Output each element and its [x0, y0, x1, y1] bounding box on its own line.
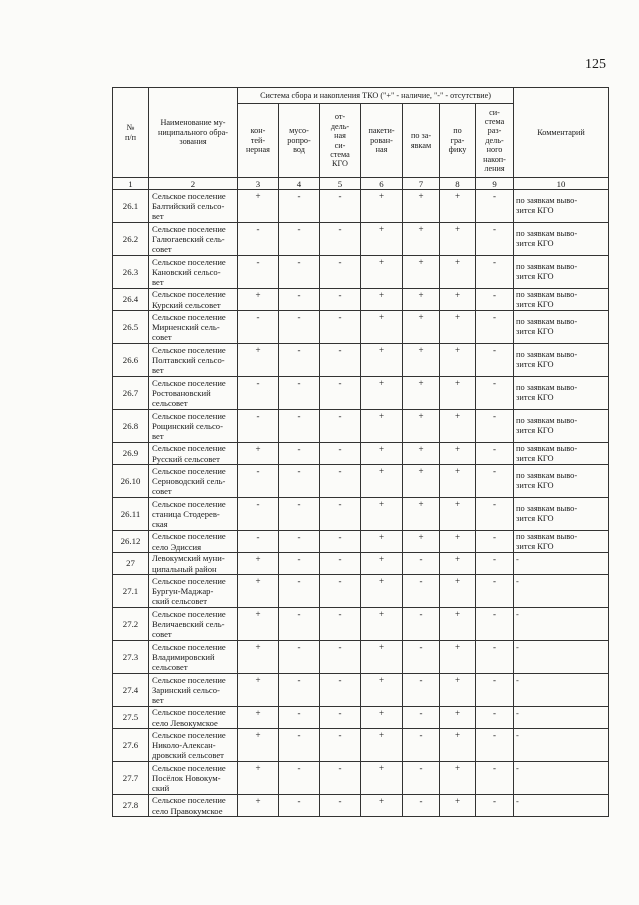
- system-mark: -: [279, 190, 320, 223]
- system-mark: +: [238, 608, 279, 641]
- system-mark: +: [361, 553, 403, 575]
- system-mark: -: [279, 377, 320, 410]
- header-collection-system: Система сбора и накопления ТКО ("+" - наличие, "-" - отсутствие): [238, 88, 514, 104]
- row-number: 27.6: [113, 729, 149, 762]
- system-mark: +: [238, 344, 279, 377]
- comment: по заявкам выво- зится КГО: [514, 223, 609, 256]
- system-mark: +: [440, 289, 476, 311]
- row-number: 27.2: [113, 608, 149, 641]
- system-mark: -: [403, 729, 440, 762]
- comment: -: [514, 729, 609, 762]
- system-mark: +: [440, 531, 476, 553]
- system-mark: -: [476, 707, 514, 729]
- system-mark: -: [238, 311, 279, 344]
- system-mark: -: [320, 641, 361, 674]
- system-mark: -: [320, 344, 361, 377]
- column-number: 10: [514, 178, 609, 190]
- system-mark: -: [320, 377, 361, 410]
- comment: -: [514, 553, 609, 575]
- system-mark: -: [476, 674, 514, 707]
- system-mark: +: [361, 707, 403, 729]
- row-number: 26.10: [113, 465, 149, 498]
- system-mark: -: [320, 443, 361, 465]
- header-comment: Комментарий: [514, 88, 609, 178]
- system-mark: +: [403, 443, 440, 465]
- row-number: 26.7: [113, 377, 149, 410]
- column-number: 3: [238, 178, 279, 190]
- system-mark: +: [440, 223, 476, 256]
- municipality-name: Сельское поселение Кановский сельсо- вет: [149, 256, 238, 289]
- row-number: 26.1: [113, 190, 149, 223]
- system-mark: -: [238, 465, 279, 498]
- municipality-name: Сельское поселение Бургун-Маджар- ский сельсовет: [149, 575, 238, 608]
- system-mark: -: [320, 795, 361, 817]
- table-row: [113, 289, 609, 311]
- system-mark: -: [279, 729, 320, 762]
- system-mark: +: [403, 344, 440, 377]
- system-mark: +: [238, 289, 279, 311]
- system-mark: -: [476, 729, 514, 762]
- comment: -: [514, 674, 609, 707]
- municipality-name: Сельское поселение село Эдиссия: [149, 531, 238, 553]
- column-number: 8: [440, 178, 476, 190]
- system-mark: -: [403, 641, 440, 674]
- system-mark: -: [279, 707, 320, 729]
- system-mark: +: [238, 553, 279, 575]
- row-number: 27: [113, 553, 149, 575]
- header-subcolumn: от- дель- ная си- стема КГО: [320, 104, 361, 178]
- column-number: 6: [361, 178, 403, 190]
- table-row: [113, 311, 609, 344]
- system-mark: -: [279, 641, 320, 674]
- system-mark: +: [403, 289, 440, 311]
- system-mark: +: [440, 674, 476, 707]
- column-number: 2: [149, 178, 238, 190]
- comment: -: [514, 575, 609, 608]
- system-mark: +: [361, 256, 403, 289]
- system-mark: +: [440, 410, 476, 443]
- municipality-name: Сельское поселение станица Стодерев- ская: [149, 498, 238, 531]
- header-number: № п/п: [113, 88, 149, 178]
- row-number: 26.3: [113, 256, 149, 289]
- system-mark: -: [279, 443, 320, 465]
- system-mark: -: [279, 223, 320, 256]
- table-row: [113, 531, 609, 553]
- row-number: 27.1: [113, 575, 149, 608]
- system-mark: -: [476, 190, 514, 223]
- system-mark: -: [320, 762, 361, 795]
- system-mark: +: [403, 311, 440, 344]
- system-mark: -: [320, 553, 361, 575]
- system-mark: -: [320, 729, 361, 762]
- system-mark: -: [476, 223, 514, 256]
- system-mark: -: [403, 674, 440, 707]
- municipality-name: Сельское поселение село Левокумское: [149, 707, 238, 729]
- system-mark: -: [320, 498, 361, 531]
- system-mark: +: [238, 674, 279, 707]
- system-mark: -: [320, 707, 361, 729]
- system-mark: +: [238, 729, 279, 762]
- comment: по заявкам выво- зится КГО: [514, 531, 609, 553]
- system-mark: -: [320, 311, 361, 344]
- system-mark: +: [403, 531, 440, 553]
- system-mark: -: [320, 608, 361, 641]
- municipality-name: Сельское поселение Мирненский сель- совет: [149, 311, 238, 344]
- comment: по заявкам выво- зится КГО: [514, 498, 609, 531]
- table-row: [113, 223, 609, 256]
- row-number: 26.8: [113, 410, 149, 443]
- system-mark: -: [476, 531, 514, 553]
- system-mark: -: [238, 498, 279, 531]
- system-mark: -: [279, 762, 320, 795]
- system-mark: +: [361, 729, 403, 762]
- row-number: 26.2: [113, 223, 149, 256]
- header-subcolumn: мусо- ропро- вод: [279, 104, 320, 178]
- system-mark: -: [320, 410, 361, 443]
- system-mark: -: [476, 795, 514, 817]
- system-mark: +: [440, 575, 476, 608]
- system-mark: -: [279, 410, 320, 443]
- header-subcolumn: кон- тей- нерная: [238, 104, 279, 178]
- system-mark: -: [279, 311, 320, 344]
- table-row: [113, 465, 609, 498]
- system-mark: +: [361, 531, 403, 553]
- system-mark: -: [320, 575, 361, 608]
- system-mark: -: [238, 377, 279, 410]
- system-mark: +: [403, 377, 440, 410]
- system-mark: -: [476, 256, 514, 289]
- system-mark: +: [361, 377, 403, 410]
- row-number: 27.7: [113, 762, 149, 795]
- comment: по заявкам выво- зится КГО: [514, 410, 609, 443]
- comment: -: [514, 707, 609, 729]
- system-mark: +: [440, 729, 476, 762]
- system-mark: -: [476, 641, 514, 674]
- municipality-name: Сельское поселение Николо-Алексан- дровский сельсовет: [149, 729, 238, 762]
- system-mark: -: [279, 795, 320, 817]
- system-mark: +: [440, 553, 476, 575]
- municipality-name: Сельское поселение Курский сельсовет: [149, 289, 238, 311]
- system-mark: +: [440, 190, 476, 223]
- comment: по заявкам выво- зится КГО: [514, 190, 609, 223]
- system-mark: +: [440, 443, 476, 465]
- table-row: [113, 729, 609, 762]
- municipality-name: Сельское поселение Балтийский сельсо- вет: [149, 190, 238, 223]
- table-row: [113, 762, 609, 795]
- system-mark: -: [403, 762, 440, 795]
- system-mark: -: [238, 256, 279, 289]
- system-mark: -: [403, 707, 440, 729]
- system-mark: +: [361, 575, 403, 608]
- system-mark: +: [361, 641, 403, 674]
- comment: -: [514, 641, 609, 674]
- system-mark: -: [476, 465, 514, 498]
- column-number: 4: [279, 178, 320, 190]
- row-number: 26.9: [113, 443, 149, 465]
- system-mark: -: [279, 575, 320, 608]
- municipality-name: Сельское поселение Заринский сельсо- вет: [149, 674, 238, 707]
- row-number: 27.5: [113, 707, 149, 729]
- system-mark: +: [361, 443, 403, 465]
- system-mark: -: [403, 608, 440, 641]
- system-mark: -: [320, 465, 361, 498]
- system-mark: +: [440, 498, 476, 531]
- row-number: 27.4: [113, 674, 149, 707]
- system-mark: -: [238, 531, 279, 553]
- system-mark: -: [279, 498, 320, 531]
- system-mark: +: [440, 707, 476, 729]
- system-mark: +: [440, 465, 476, 498]
- system-mark: +: [440, 311, 476, 344]
- waste-collection-table: [112, 87, 609, 817]
- system-mark: +: [361, 608, 403, 641]
- header-subcolumn: по гра- фику: [440, 104, 476, 178]
- system-mark: +: [440, 377, 476, 410]
- system-mark: +: [238, 190, 279, 223]
- row-number: 26.12: [113, 531, 149, 553]
- page-number: 125: [585, 57, 606, 72]
- system-mark: -: [320, 674, 361, 707]
- system-mark: -: [476, 289, 514, 311]
- comment: -: [514, 608, 609, 641]
- header-subcolumn: по за- явкам: [403, 104, 440, 178]
- municipality-name: Сельское поселение Величаевский сель- совет: [149, 608, 238, 641]
- row-number: 27.3: [113, 641, 149, 674]
- municipality-name: Сельское поселение Серноводский сель- совет: [149, 465, 238, 498]
- comment: по заявкам выво- зится КГО: [514, 289, 609, 311]
- system-mark: +: [361, 344, 403, 377]
- system-mark: +: [361, 223, 403, 256]
- system-mark: +: [403, 256, 440, 289]
- system-mark: -: [238, 410, 279, 443]
- row-number: 27.8: [113, 795, 149, 817]
- system-mark: +: [361, 465, 403, 498]
- header-subcolumn: си- стема раз- дель- ного накоп- ления: [476, 104, 514, 178]
- system-mark: +: [361, 674, 403, 707]
- system-mark: -: [476, 344, 514, 377]
- system-mark: +: [238, 443, 279, 465]
- municipality-name: Сельское поселение Рощинский сельсо- вет: [149, 410, 238, 443]
- system-mark: +: [361, 311, 403, 344]
- system-mark: +: [238, 795, 279, 817]
- table-row: [113, 410, 609, 443]
- table-row: [113, 498, 609, 531]
- table-row: [113, 443, 609, 465]
- system-mark: -: [279, 608, 320, 641]
- system-mark: -: [320, 190, 361, 223]
- table-row: [113, 575, 609, 608]
- municipality-name: Сельское поселение Ростовановский сельсовет: [149, 377, 238, 410]
- system-mark: -: [279, 531, 320, 553]
- comment: по заявкам выво- зится КГО: [514, 377, 609, 410]
- municipality-name: Сельское поселение Полтавский сельсо- вет: [149, 344, 238, 377]
- table-row: [113, 190, 609, 223]
- municipality-name: Сельское поселение Посёлок Новокум- ский: [149, 762, 238, 795]
- system-mark: +: [403, 465, 440, 498]
- system-mark: +: [403, 410, 440, 443]
- system-mark: -: [403, 575, 440, 608]
- system-mark: +: [361, 289, 403, 311]
- system-mark: +: [238, 641, 279, 674]
- table-row: [113, 256, 609, 289]
- system-mark: -: [320, 223, 361, 256]
- column-number: 9: [476, 178, 514, 190]
- row-number: 26.4: [113, 289, 149, 311]
- municipality-name: Сельское поселение Галюгаевский сель- совет: [149, 223, 238, 256]
- column-number: 7: [403, 178, 440, 190]
- comment: по заявкам выво- зится КГО: [514, 311, 609, 344]
- table-row: [113, 553, 609, 575]
- system-mark: +: [440, 344, 476, 377]
- comment: по заявкам выво- зится КГО: [514, 443, 609, 465]
- municipality-name: Левокумский муни- ципальный район: [149, 553, 238, 575]
- system-mark: -: [476, 410, 514, 443]
- table-row: [113, 795, 609, 817]
- system-mark: -: [320, 531, 361, 553]
- municipality-name: Сельское поселение село Правокумское: [149, 795, 238, 817]
- system-mark: -: [279, 289, 320, 311]
- system-mark: -: [476, 377, 514, 410]
- system-mark: +: [238, 575, 279, 608]
- system-mark: -: [238, 223, 279, 256]
- system-mark: +: [361, 762, 403, 795]
- row-number: 26.11: [113, 498, 149, 531]
- system-mark: +: [238, 762, 279, 795]
- system-mark: +: [403, 190, 440, 223]
- system-mark: -: [476, 498, 514, 531]
- table-row: [113, 641, 609, 674]
- system-mark: +: [361, 795, 403, 817]
- system-mark: +: [440, 256, 476, 289]
- system-mark: -: [476, 575, 514, 608]
- system-mark: -: [320, 256, 361, 289]
- comment: по заявкам выво- зится КГО: [514, 344, 609, 377]
- table-row: [113, 344, 609, 377]
- comment: -: [514, 795, 609, 817]
- system-mark: -: [476, 553, 514, 575]
- system-mark: -: [279, 256, 320, 289]
- system-mark: -: [279, 344, 320, 377]
- system-mark: -: [403, 553, 440, 575]
- system-mark: +: [403, 498, 440, 531]
- comment: по заявкам выво- зится КГО: [514, 465, 609, 498]
- system-mark: -: [279, 553, 320, 575]
- system-mark: -: [320, 289, 361, 311]
- system-mark: -: [476, 762, 514, 795]
- system-mark: -: [279, 674, 320, 707]
- comment: по заявкам выво- зится КГО: [514, 256, 609, 289]
- table-row: [113, 608, 609, 641]
- system-mark: -: [476, 608, 514, 641]
- municipality-name: Сельское поселение Русский сельсовет: [149, 443, 238, 465]
- system-mark: +: [361, 410, 403, 443]
- system-mark: -: [279, 465, 320, 498]
- table-row: [113, 377, 609, 410]
- comment: -: [514, 762, 609, 795]
- system-mark: +: [440, 762, 476, 795]
- system-mark: +: [361, 190, 403, 223]
- header-subcolumn: пакети- рован- ная: [361, 104, 403, 178]
- row-number: 26.5: [113, 311, 149, 344]
- column-number: 5: [320, 178, 361, 190]
- system-mark: +: [440, 795, 476, 817]
- system-mark: +: [440, 641, 476, 674]
- header-municipality: Наименование му- ниципального обра- зования: [149, 88, 238, 178]
- system-mark: -: [476, 311, 514, 344]
- system-mark: -: [476, 443, 514, 465]
- system-mark: +: [440, 608, 476, 641]
- row-number: 26.6: [113, 344, 149, 377]
- municipality-name: Сельское поселение Владимировский сельсовет: [149, 641, 238, 674]
- system-mark: +: [403, 223, 440, 256]
- column-number: 1: [113, 178, 149, 190]
- system-mark: +: [238, 707, 279, 729]
- table-row: [113, 707, 609, 729]
- system-mark: +: [361, 498, 403, 531]
- system-mark: -: [403, 795, 440, 817]
- table-row: [113, 674, 609, 707]
